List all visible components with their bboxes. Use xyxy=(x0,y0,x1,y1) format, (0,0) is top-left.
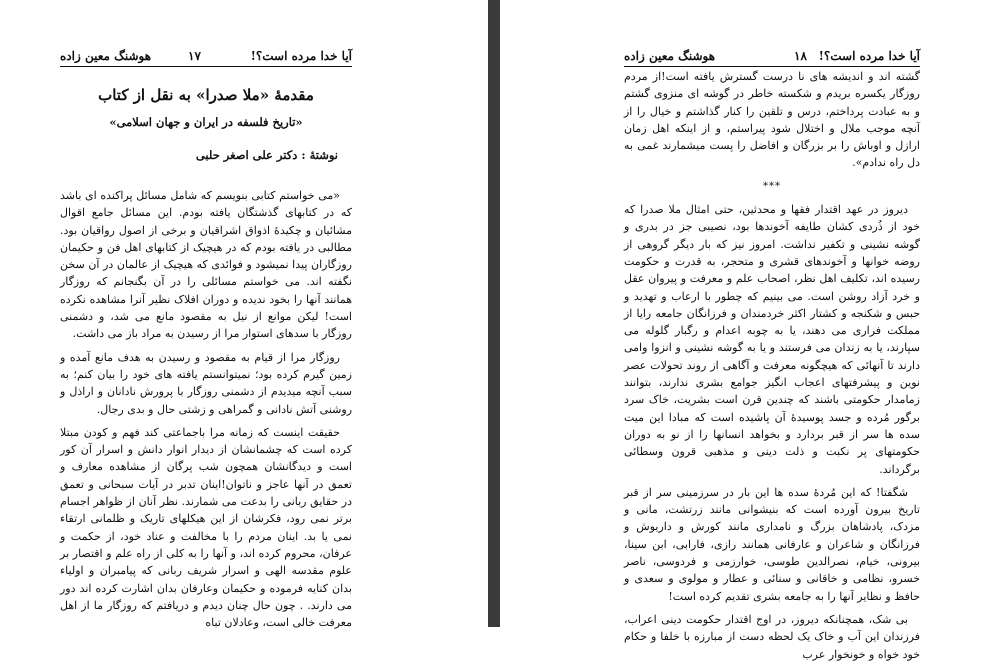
header-page-number: ۱۷ xyxy=(188,49,201,63)
left-page xyxy=(0,0,488,630)
paragraph: دیروز در عهد اقتدار فقها و محدثین، حتی امثال ملا صدرا که خود از ذُردی کشان طایفه آخوندها بود، نصیبی جز در بدری و گوشه نشینی و تکفیر نداشت. امروز نیز که بار دیگر گروهی از روضه خوانها و آخوندهای قشری و متحجر، به قدرت و حکومت رسیده اند، تکلیف اهل نظر، اصحاب علم و معرفت و پیروان عقل و خرد آزاد روشن است. می بینیم که چطور با ارعاب و تهدید و حبس و شکنجه و کشتار اکثر خردمندان و فرزانگان جامعه رایا از مملکت فراری می دهند، یا به چوبه اعدام و رگبار گلوله می سپارند، یا به زندان می فرستند و یا به گوشه نشینی و انزوا وامی دارند تا آنهائی که هیچگونه معرفت و آگاهی از روند تحولات عصر نوین و پیشرفتهای اعجاب انگیز جوامع بشری ندارند، بتوانند زمامدار حکومتی باشند که چندین قرن است بشریت، خاک سرد برگور مُرده و جسد پوسیدهٔ آن پاشیده است که مبادا این میت سده ها سر از قبر بردارد و بخواهد انسانها را از نو به دوران حکومتهای پر نکبت و ذلت دینی و مذهبی قرون وسطائی برگرداند. xyxy=(624,203,920,476)
header-book-title: آیا خدا مرده است؟! xyxy=(818,49,920,63)
paragraph: روزگار مرا از قیام به مقصود و رسیدن به هدف مانع آمده و زمین گیرم کرده بود؛ نمیتوانستم یافته های خود را بیان کنم؛ به سبب آنچه میدیدم از دشمنی روزگار با پرورش نادانان و اراذل و روشنی آتش نادانی و گمراهی و زشتی حال و بدی رجال. xyxy=(60,350,352,416)
body-text xyxy=(60,187,352,637)
running-header xyxy=(60,44,352,67)
chapter-subtitle: «تاریخ فلسفه در ایران و جهان اسلامی» xyxy=(109,115,303,129)
paragraph: حقیقت اینست که زمانه مرا باجماعتی کند فهم و کودن مبتلا کرده است که چشمانشان از دیدار انوار دانش و اسرار آن کور است و دیدگانشان همچون شب پرگان از مشاهده معارف و تعمق در آنها عاجز و ناتوان!اینان تدبر در آیات سبحانی و تعمق در حقایق ربانی را بدعت می شمارند. نظر آنان از ظواهر اجسام برتر نمی رود، فکرشان از این هیکلهای تاریک و ظلمانی ارتقاء نمی یا بد. اینان مردم را با مخالفت و عناد خود، از حکمت و عرفان، محروم کرده اند، و آنها را به کلی از راه علم و اقتصار بر علوم مقدسه الهی و اسرار شریف ربانی که پیامبران و اولیاء بدان کنایه فرموده و حکیمان وعارفان بدان اشارت کرده اند دور می دارند. . چون حال چنان دیدم و دریافتم که روزگار ما از اهل معرفت خالی است، وعادلان تباه xyxy=(60,425,352,630)
right-page xyxy=(500,0,984,661)
header-page-number: ۱۸ xyxy=(794,49,807,63)
running-header xyxy=(624,44,920,67)
chapter-title: مقدمهٔ «ملا صدرا» به نقل از کتاب xyxy=(98,86,314,104)
paragraph: شگفتا! که این مُردهٔ سده ها این بار در سرزمینی سر از قبر تاریخ بیرون آورده است که بنیشوانی مانند زرتشت، مانی و مزدک، پادشاهان بزرگ و نامداری مانند کورش و داریوش و فرزانگان و شاعران و عارفانی همانند رازی، فارابی، ابن سینا، بیرونی، خیام، نصرالدین طوسی، خوارزمی و فردوسی، ناصر خسرو، نظامی و خاقانی و سنائی و عطار و مولوی و سعدی و حافظ و نظایر آنها را به جامعه بشری تقدیم کرده است! xyxy=(624,485,920,603)
author-line: نوشتهٔ : دکتر علی اصغر حلبی xyxy=(195,148,338,162)
section-separator: *** xyxy=(763,180,781,192)
paragraph: «می خواستم کتابی بنویسم که شامل مسائل پراکنده ای باشد که در کتابهای گذشتگان یافته بودم. این مسائل جامع اقوال مشائیان و چکیدهٔ اذواق اشراقیان و برخی از اصول رواقیان بود. مطالبی در یافته بودم که در هیچیک از کتابهای اهل فن و حکیمان روزگاران پیدا نمیشود و فوائدی که هیچیک از عالمان در آن سخن نگفته اند. می خواستم مسائلی را در آن بگنجانم که روزگار همانند آنها را بخود ندیده و دوران افلاک نظیر آنرا مشاهده نکرده است! لیکن موانع از نیل به مقصود مانع می شد، و دشمنی روزگار با سدهای استوار مرا از رسیدن به مراد باز می داشت. xyxy=(60,189,352,341)
header-author: هوشنگ معین زاده xyxy=(624,49,716,63)
paragraph: بی شک، همچنانکه دیروز، در اوج اقتدار حکومت دینی اعراب، فرزندان این آب و خاک یک لحظه دست از مبارزه با خلفا و حکام خود خواه و خونخوار عرب xyxy=(624,612,920,661)
paragraph: گشته اند و اندیشه های نا درست گسترش یافته است!از مردم روزگار یکسره بریدم و شکسته خاطر در گوشه ای منزوی گشتم و به عبادت پرداختم، درس و تلقین را کنار گذاشتم و خیال را از آنچه موجب ملال و اختلال شود پیراستم، و از اینکه اهل زمان ارازل و اوباش را بر بزرگان و افاضل را پست میشمارند غمی به دل راه ندادم». xyxy=(624,70,920,170)
header-book-title: آیا خدا مرده است؟! xyxy=(250,49,352,63)
book-spine xyxy=(488,0,500,627)
body-text xyxy=(624,68,920,669)
header-author: هوشنگ معین زاده xyxy=(60,49,152,63)
